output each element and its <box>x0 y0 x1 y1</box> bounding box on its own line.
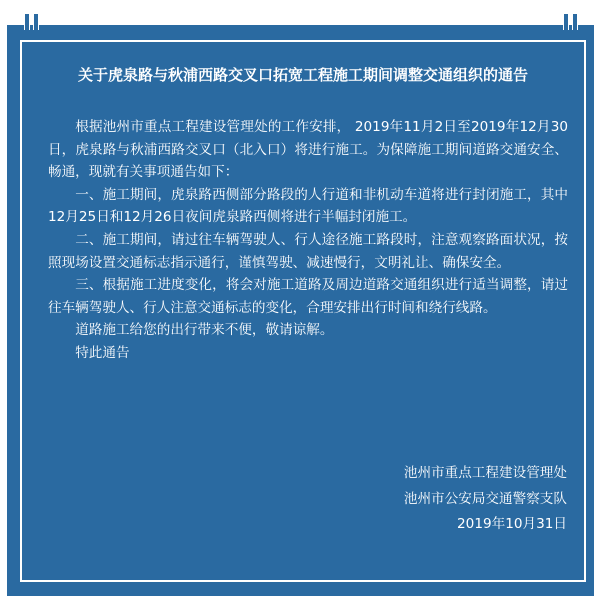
signature-date: 2019年10月31日 <box>457 516 567 532</box>
right-bracket-decoration-icon <box>563 13 579 31</box>
notice-title: 关于虎泉路与秋浦西路交叉口拓宽工程施工期间调整交通组织的通告 <box>77 66 528 84</box>
paragraph-item-1: 一、施工期间，虎泉路西侧部分路段的人行道和非机动车道将进行封闭施工，其中12月25日和12月26日夜间虎泉路西侧将进行半幅封闭施工。 <box>48 186 568 226</box>
paragraph-apology: 道路施工给您的出行带来不便，敬请谅解。 <box>75 322 334 339</box>
signature-org-2: 池州市公安局交通警察支队 <box>403 490 567 507</box>
signature-block <box>404 461 567 538</box>
left-bracket-decoration-icon <box>24 13 40 31</box>
signature-org-1: 池州市重点工程建设管理处 <box>403 465 567 481</box>
paragraph-item-2: 二、施工期间，请过往车辆驾驶人、行人途径施工路段时，注意观察路面状况，按照现场设置交通标志指示通行，谨慎驾驶、减速慢行，文明礼让、确保安全。 <box>48 231 568 271</box>
paragraph-intro: 根据池州市重点工程建设管理处的工作安排， 2019年11月2日至2019年12月30日，虎泉路与秋浦西路交叉口（北入口）将进行施工。为保障施工期间道路交通安全、畅通，现就有关事项通告如下： <box>48 119 568 181</box>
notice-body <box>48 116 568 365</box>
paragraph-item-3: 三、根据施工进度变化，将会对施工道路及周边道路交通组织进行适当调整，请过往车辆驾驶人、行人注意交通标志的变化，合理安排出行时间和绕行线路。 <box>48 277 568 316</box>
paragraph-closing: 特此通告 <box>75 344 130 361</box>
